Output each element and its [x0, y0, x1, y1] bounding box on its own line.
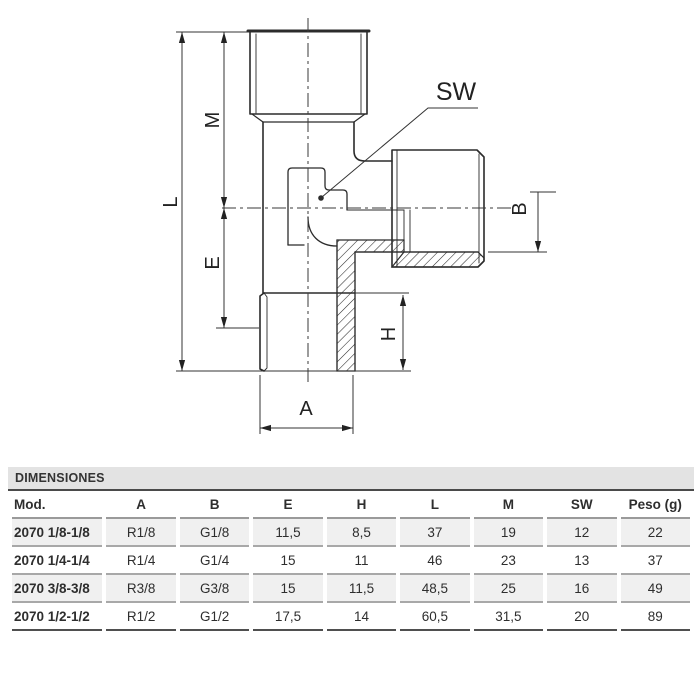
dim-label-l: L	[160, 196, 182, 208]
cell: 22	[621, 519, 691, 547]
cell: 89	[621, 603, 691, 631]
table-row	[12, 519, 690, 547]
center-step-outline	[288, 168, 347, 245]
arrow-L-top	[179, 32, 185, 43]
cell: R3/8	[106, 575, 175, 603]
col-header-peso: Peso (g)	[621, 491, 691, 519]
cell-mod: 2070 1/2-1/2	[12, 603, 102, 631]
arrow-A-right	[342, 425, 353, 431]
bottom-port-left	[260, 293, 264, 371]
col-header-b: B	[180, 491, 249, 519]
cell: 19	[474, 519, 543, 547]
arrow-H-top	[400, 295, 406, 306]
bottom-port-thread-lines	[264, 293, 267, 371]
cell: R1/4	[106, 547, 175, 575]
cell: 13	[547, 547, 616, 575]
cell: 11	[327, 547, 396, 575]
dimensions-table	[8, 491, 694, 631]
cell: 8,5	[327, 519, 396, 547]
arrow-B-bottom	[535, 241, 541, 252]
cell: 15	[253, 547, 322, 575]
dim-label-m: M	[202, 111, 224, 129]
cell: 37	[400, 519, 469, 547]
col-header-e: E	[253, 491, 322, 519]
section-hatch	[337, 240, 484, 371]
cell: 16	[547, 575, 616, 603]
arrow-E-bottom	[221, 317, 227, 328]
sw-leader-dot	[318, 195, 324, 201]
col-header-a: A	[106, 491, 175, 519]
dim-label-sw: SW	[435, 78, 477, 106]
table-row	[12, 575, 690, 603]
dimension-lines	[176, 32, 556, 434]
cell: G3/8	[180, 575, 249, 603]
table-section-header: DIMENSIONES	[8, 467, 694, 491]
table-row	[12, 603, 690, 631]
hatch-port-bottom-wall	[392, 252, 484, 267]
cell: 11,5	[327, 575, 396, 603]
cell-mod: 2070 1/4-1/4	[12, 547, 102, 575]
dim-label-e: E	[202, 256, 224, 270]
arrow-A-left	[260, 425, 271, 431]
col-header-h: H	[327, 491, 396, 519]
dim-label-b: B	[509, 202, 531, 216]
cell: 15	[253, 575, 322, 603]
arrow-H-bottom	[400, 359, 406, 370]
cell: 23	[474, 547, 543, 575]
cell: G1/2	[180, 603, 249, 631]
arrow-L-bottom	[179, 360, 185, 371]
cell: 11,5	[253, 519, 322, 547]
arrow-E-top	[221, 208, 227, 219]
neck-right-edge-fillet	[354, 122, 392, 161]
cell: R1/8	[106, 519, 175, 547]
table-header-row	[12, 491, 690, 519]
dim-label-a: A	[299, 398, 313, 420]
col-header-mod: Mod.	[12, 491, 102, 519]
dimensions-table-block	[8, 467, 694, 631]
sw-leader-line	[322, 108, 478, 197]
cell: 31,5	[474, 603, 543, 631]
table-row	[12, 547, 690, 575]
arrow-M-bottom	[221, 197, 227, 208]
thread-relief-lines	[404, 210, 410, 252]
bore-fillet-arc	[308, 217, 337, 246]
hatch-body-l-shape	[337, 240, 404, 371]
cell: R1/2	[106, 603, 175, 631]
cell-mod: 2070 1/8-1/8	[12, 519, 102, 547]
cell: 37	[621, 547, 691, 575]
cell: G1/4	[180, 547, 249, 575]
cell: 14	[327, 603, 396, 631]
cell: 12	[547, 519, 616, 547]
dim-label-h: H	[378, 326, 400, 342]
arrow-M-top	[221, 32, 227, 43]
cell: 48,5	[400, 575, 469, 603]
cell-mod: 2070 3/8-3/8	[12, 575, 102, 603]
cell: 46	[400, 547, 469, 575]
col-header-l: L	[400, 491, 469, 519]
cell: 20	[547, 603, 616, 631]
cell: 25	[474, 575, 543, 603]
cell: 49	[621, 575, 691, 603]
col-header-m: M	[474, 491, 543, 519]
cell: 60,5	[400, 603, 469, 631]
col-header-sw: SW	[547, 491, 616, 519]
cell: G1/8	[180, 519, 249, 547]
cell: 17,5	[253, 603, 322, 631]
